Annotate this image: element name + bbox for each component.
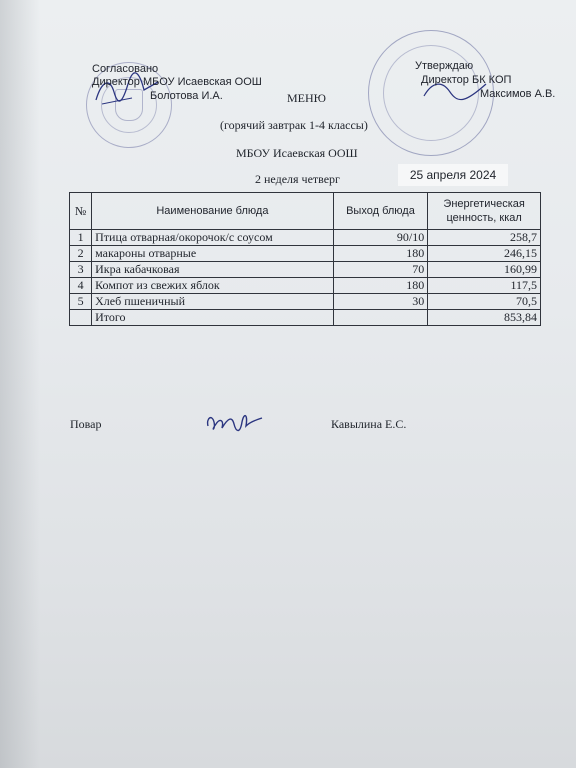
row-number: 2	[70, 246, 92, 262]
col-header-dish: Наименование блюда	[92, 193, 334, 230]
school-name: МБОУ Исаевская ООШ	[236, 146, 358, 160]
col-header-energy: Энергетическая ценность, ккал	[428, 193, 541, 230]
dish-portion: 70	[333, 262, 428, 278]
row-number: 5	[70, 294, 92, 310]
row-number: 4	[70, 278, 92, 294]
cook-signature	[202, 404, 266, 440]
approval-right-name: Максимов А.В.	[480, 88, 556, 100]
approval-right-label: Утверждаю	[415, 60, 474, 72]
table-row	[70, 262, 541, 278]
paper-shadow	[0, 0, 40, 768]
dish-name: макароны отварные	[92, 246, 334, 262]
table-row	[70, 230, 541, 246]
dish-portion: 180	[333, 246, 428, 262]
dish-energy: 258,7	[428, 230, 541, 246]
page-title: МЕНЮ	[287, 91, 326, 105]
total-label: Итого	[92, 310, 334, 326]
dish-name: Компот из свежих яблок	[92, 278, 334, 294]
dish-energy: 160,99	[428, 262, 541, 278]
page-subtitle: (горячий завтрак 1-4 классы)	[220, 118, 368, 132]
dish-portion: 30	[333, 294, 428, 310]
dish-energy: 117,5	[428, 278, 541, 294]
row-number: 1	[70, 230, 92, 246]
cook-label: Повар	[70, 417, 102, 431]
total-energy: 853,84	[428, 310, 541, 326]
approval-left-position: Директор МБОУ Исаевская ООШ	[92, 76, 262, 88]
dish-name: Хлеб пшеничный	[92, 294, 334, 310]
approval-left-label: Согласовано	[92, 63, 159, 75]
cook-name: Кавылина Е.С.	[331, 417, 407, 431]
dish-energy: 70,5	[428, 294, 541, 310]
table-header-row	[70, 193, 541, 230]
dish-name: Икра кабачковая	[92, 262, 334, 278]
table-row	[70, 246, 541, 262]
approval-right-position: Директор БК КОП	[421, 74, 512, 86]
table-row	[70, 278, 541, 294]
row-number: 3	[70, 262, 92, 278]
table-row	[70, 294, 541, 310]
dish-energy: 246,15	[428, 246, 541, 262]
dish-name: Птица отварная/окорочок/с соусом	[92, 230, 334, 246]
total-blank-portion	[333, 310, 428, 326]
col-header-portion: Выход блюда	[333, 193, 428, 230]
total-blank-cell	[70, 310, 92, 326]
week-day: 2 неделя четверг	[255, 172, 340, 186]
menu-date: 25 апреля 2024	[398, 164, 508, 186]
menu-table	[69, 192, 541, 326]
table-total-row	[70, 310, 541, 326]
col-header-number: №	[70, 193, 92, 230]
approval-left-name: Болотова И.А.	[150, 90, 223, 102]
dish-portion: 90/10	[333, 230, 428, 246]
dish-portion: 180	[333, 278, 428, 294]
